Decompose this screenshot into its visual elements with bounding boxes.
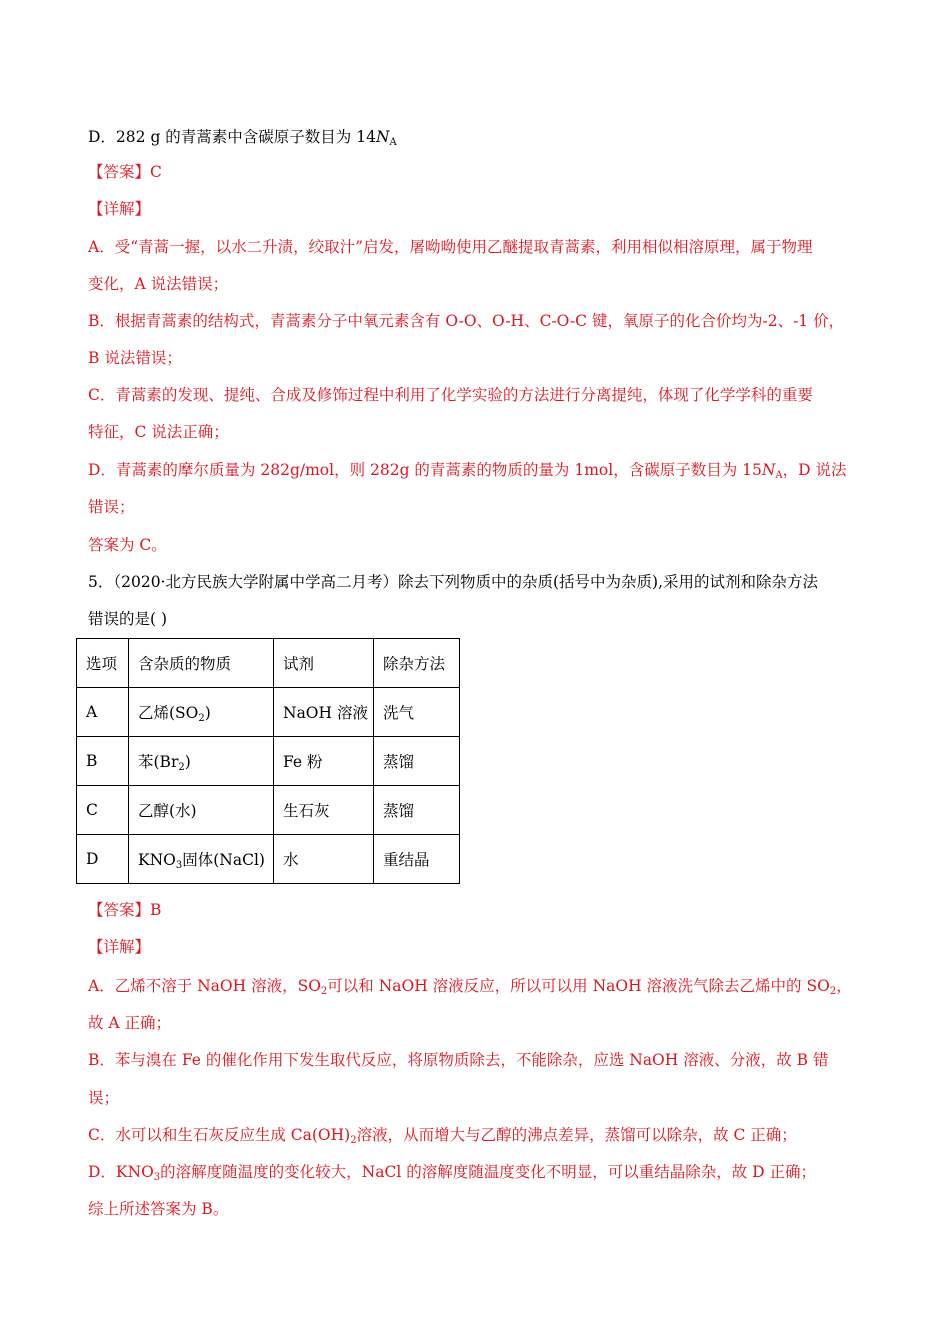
table-row (77, 737, 460, 786)
method-cell: 蒸馏 (374, 737, 460, 786)
reagent-cell: Fe 粉 (274, 737, 374, 786)
q4-option-d: D．282 g 的青蒿素中含碳原子数目为 $14N_A$ (88, 128, 397, 148)
substance-cell: 乙醇(水) (129, 786, 274, 835)
q4-explanation-line: A．受“青蒿一握，以水二升渍，绞取汁”启发，屠呦呦使用乙醚提取青蒿素，利用相似相溶原理，属于物理 (88, 238, 813, 256)
table-header-row (77, 639, 460, 688)
q4-explanation-line: 特征，C 说法正确； (88, 423, 229, 441)
reagent-cell: 生石灰 (274, 786, 374, 835)
reagent-cell: NaOH 溶液 (274, 688, 374, 737)
option-cell: C (77, 786, 129, 835)
options-table (76, 638, 460, 884)
substance-cell: 苯$(Br_2)$ (129, 737, 274, 786)
q4-explanation-line-d: D．青蒿素的摩尔质量为 282g/mol，则 282g 的青蒿素的物质的量为 1mol，含碳原子数目为 $15N_A$，D 说法 (88, 461, 847, 481)
option-cell: A (77, 688, 129, 737)
q5-stem: 5．（2020·北方民族大学附属中学高二月考）除去下列物质中的杂质(括号中为杂质),采用的试剂和除杂方法 (88, 573, 819, 591)
q5-answer: 【答案】B (88, 901, 162, 919)
q4-answer: 【答案】C (88, 163, 162, 181)
q4-explanation-line: B．根据青蒿素的结构式，青蒿素分子中氧元素含有 O-O、O-H、C-O-C 键，氧原子的化合价均为-2、-1 价， (88, 312, 845, 330)
q4-explanation-line: 错误； (88, 498, 135, 516)
q5-stem: 错误的是( ) (88, 610, 168, 628)
q4-explanation-line: B 说法错误； (88, 349, 182, 367)
q5-detail-heading: 【详解】 (88, 938, 151, 956)
q5-explanation-a: A．乙烯不溶于 NaOH 溶液，$SO_2$可以和 NaOH 溶液反应，所以可以用 NaOH 溶液洗气除去乙烯中的 $SO_2$， (88, 977, 852, 997)
substance-cell: 乙烯$(SO_2)$ (129, 688, 274, 737)
q5-conclusion: 综上所述答案为 B。 (88, 1200, 229, 1218)
q4-explanation-line: C．青蒿素的发现、提纯、合成及修饰过程中利用了化学实验的方法进行分离提纯，体现了化学学科的重要 (88, 386, 813, 404)
option-cell: D (77, 835, 129, 884)
table-header-cell: 选项 (77, 639, 129, 688)
q5-explanation-line: 误； (88, 1089, 120, 1107)
table-row (77, 835, 460, 884)
reagent-cell: 水 (274, 835, 374, 884)
option-cell: B (77, 737, 129, 786)
table-row (77, 786, 460, 835)
table-header-cell: 含杂质的物质 (129, 639, 274, 688)
q4-detail-heading: 【详解】 (88, 200, 151, 218)
q5-explanation-line: 故 A 正确； (88, 1014, 172, 1032)
q5-explanation-b: B．苯与溴在 Fe 的催化作用下发生取代反应，将原物质除去，不能除杂，应选 NaOH 溶液、分液，故 B 错 (88, 1051, 829, 1069)
table-header-cell: 除杂方法 (374, 639, 460, 688)
table-row (77, 688, 460, 737)
method-cell: 蒸馏 (374, 786, 460, 835)
q4-conclusion: 答案为 C。 (88, 536, 167, 554)
q5-explanation-c: C．水可以和生石灰反应生成 $Ca(OH)_2$溶液，从而增大与乙醇的沸点差异，蒸馏可以除杂，故 C 正确； (88, 1126, 797, 1146)
substance-cell: $KNO_3$固体(NaCl) (129, 835, 274, 884)
method-cell: 重结晶 (374, 835, 460, 884)
table-header-cell: 试剂 (274, 639, 374, 688)
method-cell: 洗气 (374, 688, 460, 737)
q4-explanation-line: 变化，A 说法错误； (88, 275, 229, 293)
q5-explanation-d: D．$KNO_3$的溶解度随温度的变化较大，NaCl 的溶解度随温度变化不明显，可以重结晶除杂，故 D 正确； (88, 1163, 816, 1183)
